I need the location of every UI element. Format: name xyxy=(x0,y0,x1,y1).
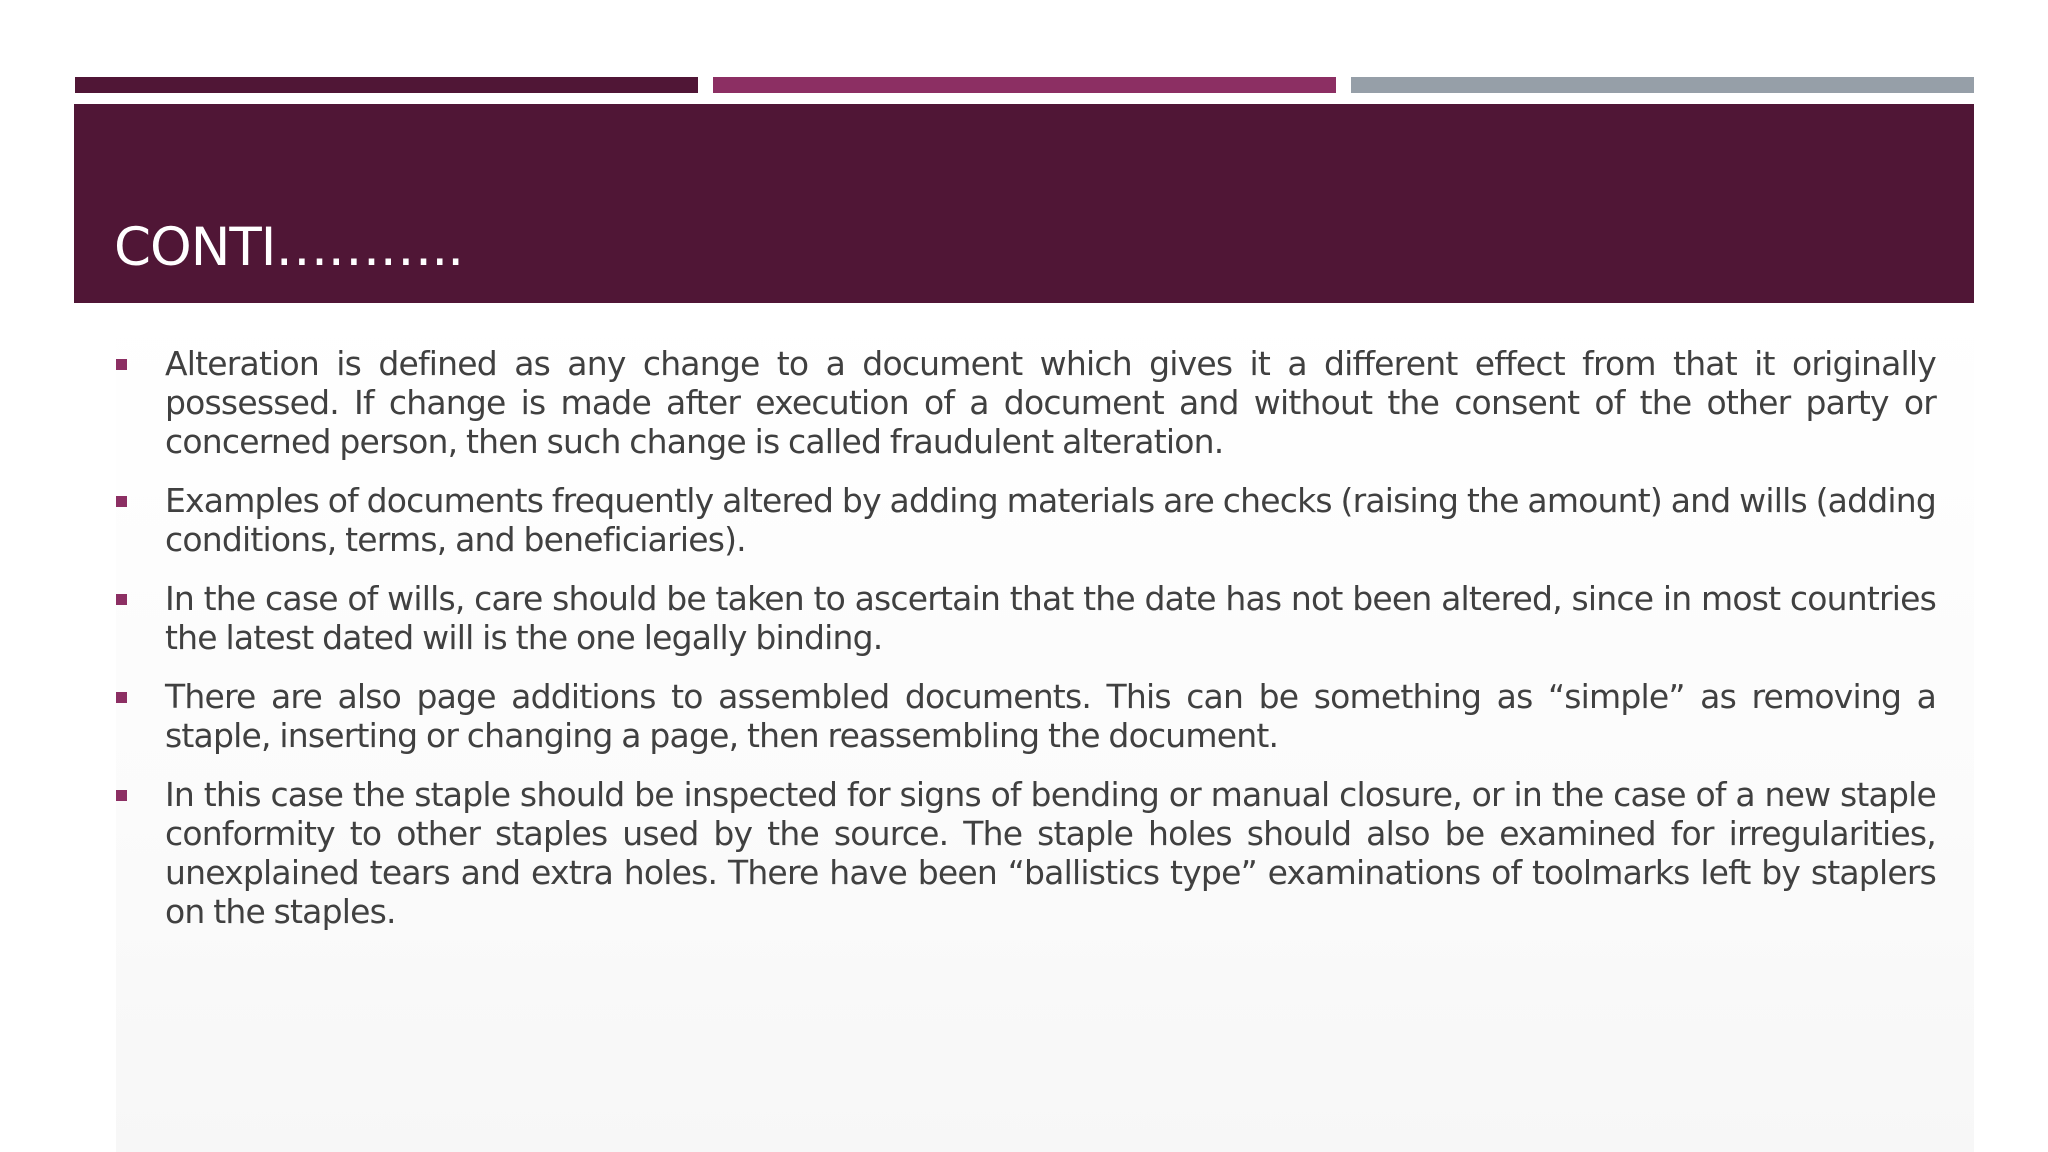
bullet-item xyxy=(114,677,1936,755)
square-bullet-icon xyxy=(116,594,127,605)
square-bullet-icon xyxy=(116,496,127,507)
bullet-text: Examples of documents frequently altered by adding materials are checks (raising the amount) and wills (adding conditions, terms, and beneficiaries). xyxy=(165,481,1936,559)
bullet-item xyxy=(114,775,1936,931)
bullet-text: There are also page additions to assembled documents. This can be something as “simple” as removing a staple, inserting or changing a page, then reassembling the document. xyxy=(165,677,1936,755)
title-band xyxy=(74,104,1974,303)
bullet-text: Alteration is defined as any change to a document which gives it a different effect from that it originally possessed. If change is made after execution of a document and without the consent of the other party or concerned person, then such change is called fraudulent alteration. xyxy=(165,344,1936,461)
bullet-item xyxy=(114,344,1936,461)
accent-bar-accent xyxy=(713,77,1336,93)
accent-bar-primary xyxy=(75,77,698,93)
bullet-item xyxy=(114,481,1936,559)
square-bullet-icon xyxy=(116,692,127,703)
accent-bar-secondary xyxy=(1351,77,1974,93)
bullet-item xyxy=(114,579,1936,657)
slide-title: CONTI……….. xyxy=(114,216,464,278)
bullet-text: In this case the staple should be inspected for signs of bending or manual closure, or in the case of a new staple conformity to other staples used by the source. The staple holes should also be examined for irregularities, unexplained tears and extra holes. There have been “ballistics type” examinations of toolmarks left by staplers on the staples. xyxy=(165,775,1936,931)
bullet-list xyxy=(114,344,1936,951)
square-bullet-icon xyxy=(116,359,127,370)
bullet-text: In the case of wills, care should be taken to ascertain that the date has not been altered, since in most countries the latest dated will is the one legally binding. xyxy=(165,579,1936,657)
square-bullet-icon xyxy=(116,790,127,801)
